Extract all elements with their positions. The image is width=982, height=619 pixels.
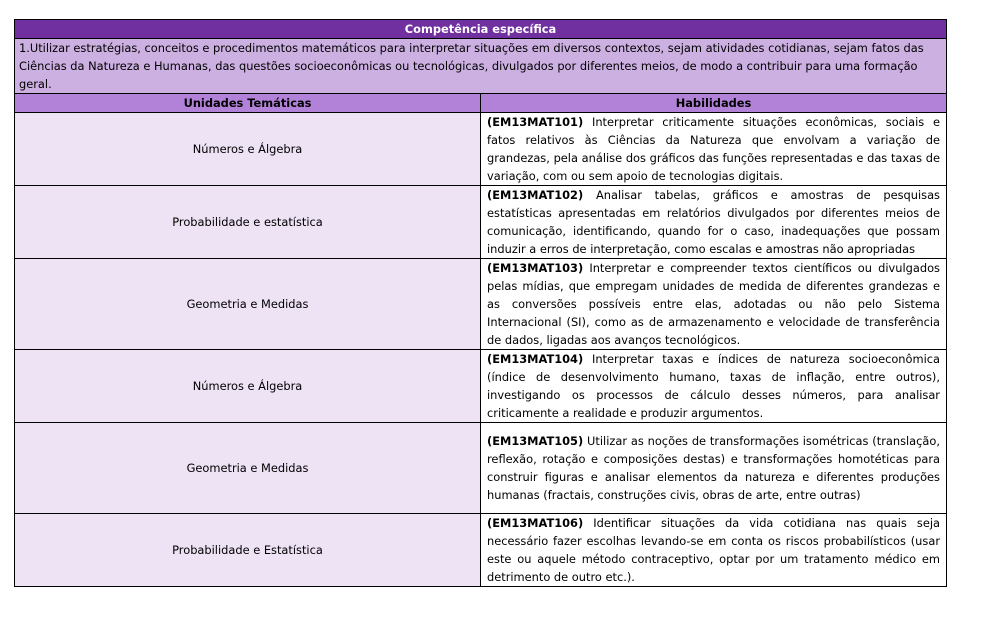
- habilidade-code: (EM13MAT106): [487, 516, 584, 530]
- unidade-cell: Geometria e Medidas: [15, 259, 481, 350]
- habilidade-cell: [481, 514, 947, 587]
- competencia-row: [15, 39, 947, 94]
- habilidade-code: (EM13MAT101): [487, 115, 584, 129]
- table-row: [15, 514, 947, 587]
- habilidade-text: Utilizar as noções de transformações isométricas (translação, reflexão, rotação e composições destas) e transformações homotéticas para construir figuras e analisar elementos da natureza e diferentes produções humanas (fractais, construções civis, obras de arte, entre outras): [487, 434, 940, 502]
- habilidade-cell: [481, 423, 947, 514]
- table-row: [15, 423, 947, 514]
- habilidade-cell: [481, 186, 947, 259]
- habilidade-text: Interpretar criticamente situações econômicas, sociais e fatos relativos às Ciências da Natureza que envolvam a variação de grandezas, pela análise dos gráficos das funções representadas e das taxas de variação, com ou sem apoio de tecnologias digitais.: [487, 115, 940, 183]
- unidade-cell: Probabilidade e Estatística: [15, 514, 481, 587]
- table-title: Competência específica: [15, 20, 947, 39]
- table-row: [15, 113, 947, 186]
- competencia-table: [14, 19, 947, 587]
- table-row: [15, 259, 947, 350]
- habilidade-text: Analisar tabelas, gráficos e amostras de pesquisas estatísticas apresentadas em relatórios divulgados por diferentes meios de comunicação, identificando, quando for o caso, inadequações que possam induzir a erros de interpretação, como escalas e amostras não apropriadas: [487, 188, 940, 256]
- table-row: [15, 350, 947, 423]
- header-unidades: Unidades Temáticas: [15, 94, 481, 113]
- table-row: [15, 186, 947, 259]
- header-habilidades: Habilidades: [481, 94, 947, 113]
- habilidade-code: (EM13MAT105): [487, 434, 584, 448]
- unidade-cell: Números e Álgebra: [15, 350, 481, 423]
- habilidade-cell: [481, 259, 947, 350]
- habilidade-code: (EM13MAT103): [487, 261, 584, 275]
- habilidade-cell: [481, 113, 947, 186]
- habilidade-code: (EM13MAT104): [487, 352, 584, 366]
- habilidade-text: Identificar situações da vida cotidiana nas quais seja necessário fazer escolhas levando-se em conta os riscos probabilísticos (usar este ou aquele método contraceptivo, optar por um tratamento médico em detrimento de outro etc.).: [487, 516, 940, 584]
- title-row: [15, 20, 947, 39]
- habilidade-text: Interpretar taxas e índices de natureza socioeconômica (índice de desenvolvimento humano, taxas de inflação, entre outros), investigando os processos de cálculo desses números, para analisar criticamente a realidade e produzir argumentos.: [487, 352, 940, 420]
- unidade-cell: Probabilidade e estatística: [15, 186, 481, 259]
- habilidade-code: (EM13MAT102): [487, 188, 584, 202]
- unidade-cell: Números e Álgebra: [15, 113, 481, 186]
- competencia-text: 1.Utilizar estratégias, conceitos e procedimentos matemáticos para interpretar situações em diversos contextos, sejam atividades cotidianas, sejam fatos das Ciências da Natureza e Humanas, das questões socioeconômicas ou tecnológicas, divulgados por diferentes meios, de modo a contribuir para uma formação geral.: [15, 39, 947, 94]
- habilidade-text: Interpretar e compreender textos científicos ou divulgados pelas mídias, que empregam unidades de medida de diferentes grandezas e as conversões possíveis entre elas, adotadas ou não pelo Sistema Internacional (SI), como as de armazenamento e velocidade de transferência de dados, ligadas aos avanços tecnológicos.: [487, 261, 940, 347]
- unidade-cell: Geometria e Medidas: [15, 423, 481, 514]
- header-row: [15, 94, 947, 113]
- habilidade-cell: [481, 350, 947, 423]
